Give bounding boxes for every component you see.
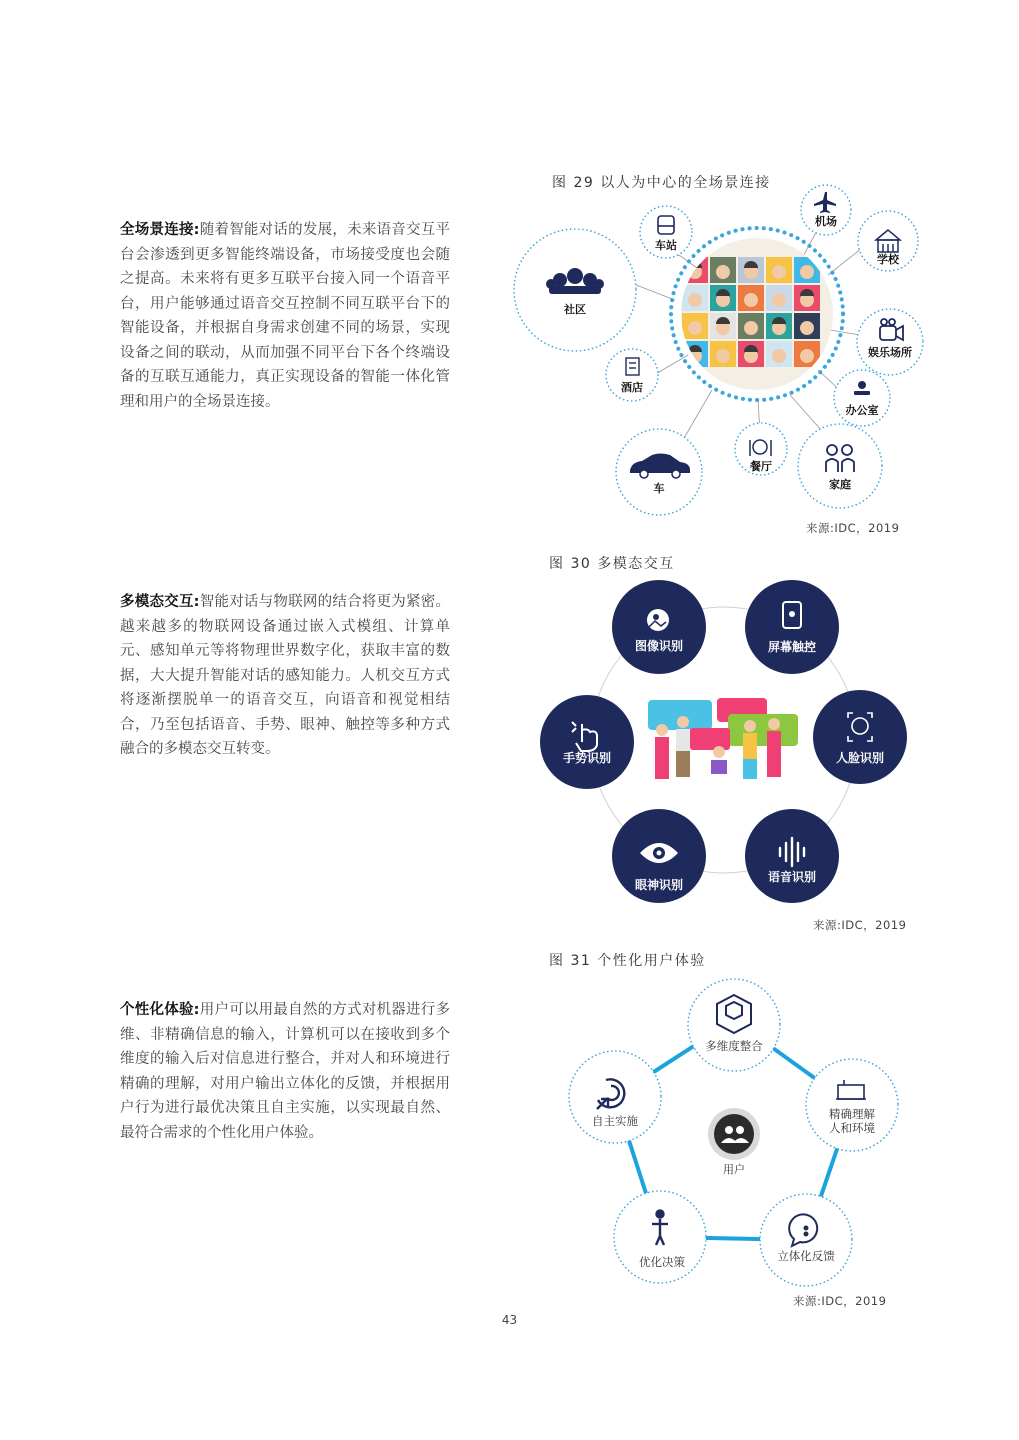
label-office: 办公室 — [845, 404, 879, 417]
node-feedback-ring — [760, 1194, 852, 1286]
label-image-recognition: 图像识别 — [634, 639, 684, 653]
label-car: 车 — [653, 482, 665, 495]
node-implement-ring — [569, 1051, 661, 1143]
figure-30-source: 来源:IDC，2019 — [813, 918, 907, 932]
label-face-recognition: 人脸识别 — [835, 751, 885, 765]
label-decision: 优化决策 — [639, 1255, 685, 1269]
figure-31-source: 来源:IDC，2019 — [793, 1294, 887, 1308]
paragraph-multimodal — [120, 590, 450, 762]
label-understand-1: 精确理解 — [829, 1107, 875, 1121]
label-gesture-recognition: 手势识别 — [562, 751, 612, 765]
label-user: 用户 — [723, 1163, 745, 1176]
label-community: 社区 — [564, 303, 586, 316]
label-implement: 自主实施 — [592, 1114, 638, 1128]
figure-30-title: 图 30 多模态交互 — [549, 556, 675, 572]
node-office-ring — [834, 370, 890, 426]
label-voice-recognition: 语音识别 — [767, 870, 817, 884]
paragraph-lead: 个性化体验: — [120, 1002, 200, 1018]
figure-29-source: 来源:IDC，2019 — [806, 521, 900, 535]
people-chat-illustration — [648, 698, 798, 779]
user-disc — [714, 1114, 754, 1154]
page-number: 43 — [501, 1313, 518, 1327]
node-integrate-ring — [688, 979, 780, 1071]
label-feedback: 立体化反馈 — [777, 1249, 835, 1263]
label-station: 车站 — [655, 239, 677, 252]
paragraph-personalized — [120, 998, 450, 1145]
image-icon — [647, 609, 669, 631]
node-gesture-recognition — [540, 695, 634, 789]
label-restaurant: 餐厅 — [750, 460, 772, 473]
paragraph-lead: 全场景连接: — [120, 222, 200, 238]
label-screen-touch: 屏幕触控 — [767, 640, 817, 654]
figure-30-diagram — [530, 570, 920, 910]
label-hotel: 酒店 — [621, 381, 643, 394]
figure-29-diagram — [500, 180, 940, 520]
label-home: 家庭 — [829, 478, 851, 491]
people-mosaic-icon — [680, 237, 835, 392]
paragraph-lead: 多模态交互: — [120, 594, 200, 610]
node-understand-ring — [806, 1059, 898, 1151]
label-eye-recognition: 眼神识别 — [634, 878, 684, 892]
node-face-recognition — [813, 690, 907, 784]
figure-29-title: 图 29 以人为中心的全场景连接 — [552, 175, 771, 191]
label-school: 学校 — [877, 253, 899, 266]
paragraph-body: 用户可以用最自然的方式对机器进行多维、非精确信息的输入，计算机可以在接收到多个维度的输入后对信息进行整合，并对人和环境进行精确的理解，对用户输出立体化的反馈，并根据用户行为进行最优决策且自主实施，以实现最自然、最符合需求的个性化用户体验。 — [120, 1002, 450, 1141]
label-airport: 机场 — [815, 215, 837, 228]
node-home-ring — [798, 424, 882, 508]
label-understand-2: 人和环境 — [829, 1121, 875, 1135]
figure-31-diagram — [560, 975, 910, 1295]
label-entertainment: 娱乐场所 — [868, 346, 912, 359]
figure-31-title: 图 31 个性化用户体验 — [549, 953, 706, 969]
paragraph-body: 智能对话与物联网的结合将更为紧密。越来越多的物联网设备通过嵌入式模组、计算单元、感知单元等将物理世界数字化，获取丰富的数据，大大提升智能对话的感知能力。人机交互方式将逐渐摆脱单一的语音交互，向语音和视觉相结合，乃至包括语音、手势、眼神、触控等多种方式融合的多模态交互转变。 — [120, 594, 450, 757]
paragraph-body: 随着智能对话的发展，未来语音交互平台会渗透到更多智能终端设备，市场接受度也会随之提高。未来将有更多互联平台接入同一个语音平台，用户能够通过语音交互控制不同互联平台下的智能设备，并根据自身需求创建不同的场景，实现设备之间的联动，从而加强不同平台下各个终端设备的互联互通能力，真正实现设备的智能一体化管理和用户的全场景连接。 — [120, 222, 450, 410]
label-integrate: 多维度整合 — [705, 1039, 763, 1053]
paragraph-full-scene — [120, 218, 450, 414]
